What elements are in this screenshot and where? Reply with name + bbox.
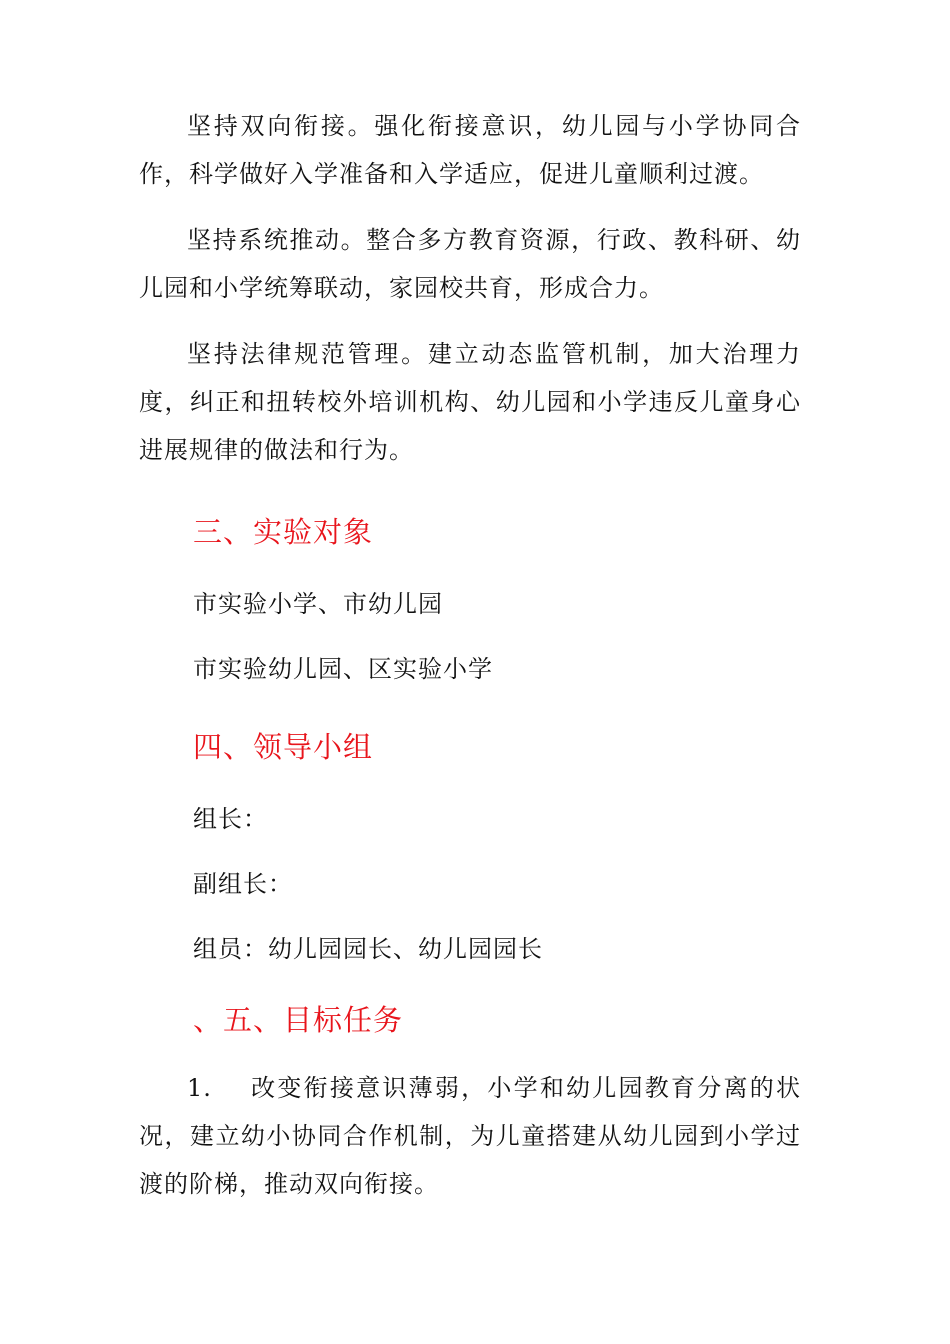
paragraph-two-way-connection: 坚持双向衔接。强化衔接意识，幼儿园与小学协同合作，科学做好入学准备和入学适应，促进儿童顺利过渡。 (139, 112, 801, 188)
paragraph-legal-management: 坚持法律规范管理。建立动态监管机制，加大治理力度，纠正和扭转校外培训机构、幼儿园和小学违反儿童身心进展规律的做法和行为。 (139, 340, 801, 464)
task-text: 改变衔接意识薄弱，小学和幼儿园教育分离的状况，建立幼小协同合作机制，为儿童搭建从幼儿园到小学过渡的阶梯，推动双向衔接。 (139, 1074, 801, 1198)
task-number: 1. (187, 1074, 212, 1102)
heading-experiment-subjects: 三、实验对象 (193, 515, 374, 549)
paragraph-system-promotion: 坚持系统推动。整合多方教育资源，行政、教科研、幼儿园和小学统筹联动，家园校共育，形成合力。 (139, 226, 801, 302)
heading-leadership-group: 四、领导小组 (193, 730, 374, 764)
subject-line-1: 市实验小学、市幼儿园 (193, 590, 443, 618)
leader-line: 组长： (193, 805, 268, 833)
subject-line-2: 市实验幼儿园、区实验小学 (193, 655, 493, 683)
heading-goals-tasks: 、五、目标任务 (193, 1003, 404, 1037)
members-line: 组员：幼儿园园长、幼儿园园长 (193, 935, 543, 963)
task-item-1 (139, 1064, 801, 1208)
deputy-leader-line: 副组长： (193, 870, 293, 898)
